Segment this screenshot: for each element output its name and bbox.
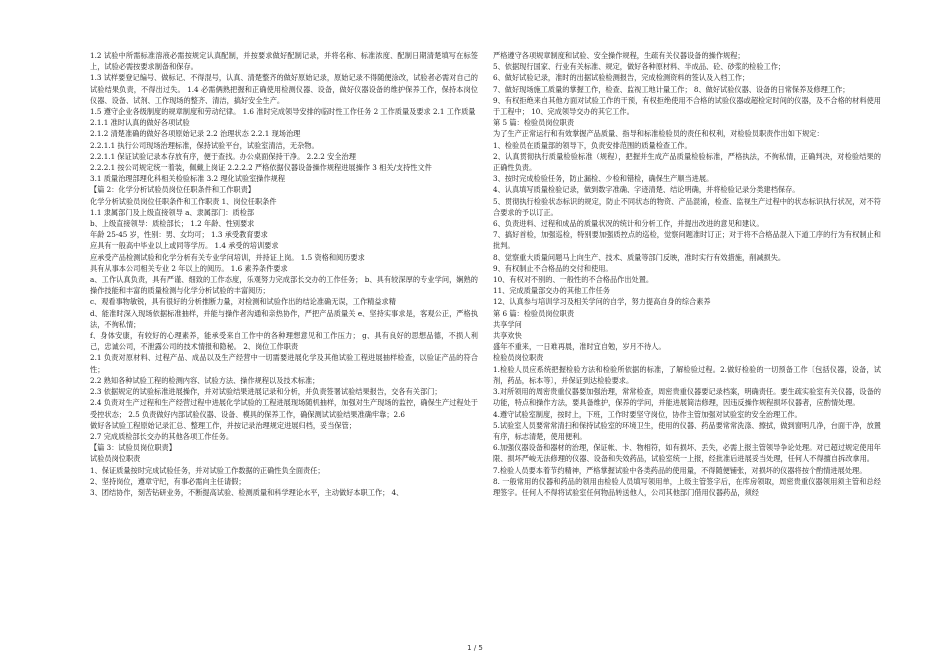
paragraph: 7、做好现场施工质量的掌握工作，检查、监视工地计量工作； 8、做好试验仪器、设备的日常保养及修理工作； — [493, 84, 850, 94]
paragraph: 2.2 熟知各种试验工程的检测内容、试验方法、操作规程以及技术标准； — [90, 375, 320, 385]
paragraph: 为了生产正常运行和有效掌握产品质量、指导和标准检验员的责任和权利，对检验员职责作出如下规定： — [493, 129, 824, 139]
paragraph: 严格遵守各项规章制度和试验、安全操作规程，生疏有关仪器设备的操作规程； — [493, 51, 745, 60]
paragraph: 应承受产品检测试验和化学分析有关专业学问培训，并持证上岗。 1.5 资格和阅历要求 — [90, 252, 365, 262]
paragraph: 4、认真填写质量检验记录，做到数字准确、字迹清楚、结论明确，并将检验记录分类建档保存。 — [493, 185, 800, 195]
paragraph: 3、按时完成检验任务，防止漏检、少检和错检，确保生产顺当进展。 — [493, 174, 714, 184]
paragraph: 2.3 依据规定的试验标准进展操作，并对试验结果进展记录和分析，并负责签署试验结果报告，交各有关部门； — [90, 387, 442, 397]
paragraph: 1.检验人员应系统把握检验方法和检验所依据的标准，了解检验过程。2.做好检验的一切预备工作〔包括仪器，设备，试剂，药品，标本等〕，并保证到达检验要求。 — [493, 364, 881, 385]
paragraph: 共享欢快 — [493, 331, 522, 341]
paragraph: 9、有权制止不合格品的交付和使用。 — [493, 263, 613, 273]
paragraph: 10、有权对不别的、一般性的不合格品作出处置。 — [493, 275, 654, 285]
section-heading: 【篇 3：试验员岗位职责】 — [90, 443, 176, 453]
paragraph: 盛年不重来，一日难再晨，准时宜自勉，岁月不待人。 — [493, 342, 666, 352]
paragraph: 7.检验人员要本着节约精神，严格掌握试验中各类药品的使用量，不得随便铺张，对损坏的仪器将按个酌情进展处理。 — [493, 465, 867, 475]
paragraph: 12、认真参与培训学习及相关学问的自学，努力提高自身的综合素养 — [493, 297, 711, 307]
paragraph: 1.5 遵守企业各级制度的规章制度和劳动纪律。 1.6 准时完成领导安排的临时性工作任务 2 工作质量及要求 2.1 工作质量 — [90, 107, 476, 117]
paragraph: 7、搞好首检，加强巡检，特别要加强质控点的巡检，觉察问题准时订正；对于将不合格品混入下道工序的行为有权制止和批判。 — [493, 230, 881, 251]
paragraph: 2.7 完成质检部长交办的其他各项工作任务。 — [90, 431, 234, 441]
paragraph: 2.2.1.1 执行公司现场治理标准，保持试验平台，试验室清洁，无杂物。 — [90, 140, 319, 150]
paragraph: 化学分析试验员岗位任职条件和工作职责 1、岗位任职条件 — [90, 196, 277, 206]
section-heading: 【篇 2：化学分析试验员岗位任职条件和工作职责】 — [90, 185, 255, 195]
paragraph: 做好各试验工程原始记录汇总、整理工作，并按记录治理规定进展归档，妥当保管； — [90, 420, 356, 430]
paragraph: 2.1 负责对原材料、过程产品、成品以及生产经营中一切需要进展化学及其他试验工程进展抽样检查，以验证产品的符合性； — [90, 353, 478, 374]
paragraph: b、上级直接领导：质检部长； 1.2 年龄、性别要求 — [90, 219, 255, 229]
page-number: 1 / 5 — [467, 644, 483, 652]
section-heading: 第 5 篇：检验员岗位职责 — [493, 118, 575, 128]
paragraph: 8、觉察重大质量问题马上向生产、技术、质量等部门反映，准时实行有效措施，削减损失。 — [493, 252, 786, 262]
paragraph: 6.加强仪器设备和器材的治理，保证帐、卡、物相符，如有损坏、丢失，必需上报主管领导争论处理。对已超过规定使用年限、损坏严峻无法修理的仪器、设备和失效药品，试验室统一上报，经批准后进展妥当处理，任何人不得擅自拆改拿用。 — [493, 443, 881, 464]
paragraph: 4.遵守试验室制度，按时上，下班，工作时要坚守岗位，协作主管加强对试验室的安全治理工作。 — [493, 409, 802, 419]
paragraph: 1、保证质量按时完成试验任务，并对试验工作数据的正确性负全面责任； — [90, 465, 325, 475]
paragraph: 5、贯彻执行检验状态标识的规定，防止不同状态的物资、产品混淆，检查、监视生产过程中的状态标识执行状况，对不符合要求的予以订正。 — [493, 196, 881, 217]
paragraph: 应具有一般高中毕业以上或同等学历。 1.4 承受的培训要求 — [90, 241, 279, 251]
paragraph: 3.1 质量治理部理化科相关检验标准 3.2 理化试验室操作规程 — [90, 174, 286, 184]
paragraph: 11、完成质量部交办的其他工作任务 — [493, 286, 610, 296]
paragraph: 3、团结协作，刻苦钻研业务，不断提高试验、检测质量和科学理论水平，主动做好本职工作； 4、 — [90, 487, 404, 497]
paragraph: 2、认真贯彻执行质量检验标准（规程），把握并生成产品质量检验标准，严格执法，不徇私情，正确判决，对检验结果的正确性负责。 — [493, 151, 881, 173]
paragraph: 8. 一般常用的仪器和药品的领用由检验人员填写领用单，上级主管签字后，在库房领取，周密贵重仪器领用须主管和总经理签字。任何人不得将试验室任何物品转送他人，公司其他部门借用仪器药品，须经 — [493, 476, 881, 497]
paragraph: 检验员岗位职责 — [493, 353, 544, 363]
paragraph: 9、有权拒绝来自其他方面对试验工作的干预，有权拒绝使用不合格的试验仪器或超检定时间的仪器，及不合格的材料使用于工程中； 10、完成领导交办的其它工作。 — [493, 95, 881, 117]
right-text-column — [493, 50, 881, 498]
paragraph: 2、坚持岗位，遵章守纪，有事必需向主任请假； — [90, 476, 246, 486]
paragraph: 试验员岗位职责 — [90, 454, 141, 464]
paragraph: a、工作认真负责，具有严谨、细致的工作态度，乐观努力完成部长交办的工作任务； b、具有较深厚的专业学问，娴熟的操作技能和丰富的质量检测与化学分析试验的丰富阅历； — [90, 275, 478, 296]
paragraph: 1.3 试样要登记编号、做标记、不得混号，认真、清楚整齐的做好原始记录，原始记录不得随便涂改，试验者必需对自己的试验结果负责，不得出过失。 1.4 必需俩熟把握和正确使用检测仪器、设备，做好仪器设备的维护保养工作，保持本岗位仪器、设备、试剂、工作现场的整齐、清洁，搞好安全生产。 — [90, 73, 478, 105]
paragraph: 1、检验员在质量部的领导下，负责安排范围的质量检查工作。 — [493, 140, 692, 150]
paragraph: f、身体安康，有较好的心理素养，能承受来自工作中的各种理想意见和工作压力； g、具有良好的思想品德，不损人利己，忠诚公司，不泄露公司的技术情报和隐秘。 2、岗位工作职责 — [90, 331, 478, 352]
paragraph: 2.4 负责对生产过程和生产经营过程中进展化学试验的工程进展现场随机抽样，加强对生产现场的监控，确保生产过程处于受控状态； 2.5 负责做好内部试验仪器、设备、模具的保养工作，确保测试试验结果准确牢靠；2.6 — [90, 398, 478, 419]
paragraph: 2.2.1.1 保证试验记录本存放有序，便于查找。办公桌面保持干净。 2.2.2 安全治理 — [90, 151, 356, 161]
paragraph: 5.试验室人员要常常清扫和保持试验室的环境卫生，使用的仪器、药品要常常洗涤、擦拭，做到窗明几净，台面干净，放置有序，标志清楚，使用便利。 — [493, 420, 881, 441]
left-text-column — [90, 50, 478, 498]
paragraph: 年龄 25-45 岁，性别：男、女均可； 1.3 承受教育要求 — [90, 230, 268, 240]
paragraph: 6、做好试验记录，准时的出据试验检测报告，完成检测资料的签认及入档工作； — [493, 73, 750, 83]
paragraph: 2.2.2.1 按公司规定统一着装，佩戴上岗证 2.2.2.2 严格依据仪器设备操作规程进展操作 3 相关/支持性文件 — [90, 163, 432, 173]
paragraph: 3.对所领用的周密贵重仪器要加强治理，常常检查，周密贵重仪器要记录档案，明确责任。要生疏实验室有关仪器，设备的功能，特点和操作方法，要具备维护，保养的学问，并能进展简洁修理，因违反操作规程损坏仪器者，应酌情处理。 — [493, 387, 881, 408]
paragraph: 5、依据现行国家、行业有关标准、规定，做好各种原材料、半成品、砼、砂浆的检验工作； — [493, 62, 786, 72]
paragraph: 1.2 试验中所需标准溶液必需按规定认真配制，并按要求做好配制记录，并将名称、标准浓度、配制日期清楚填写在标签上，试验必需按要求制备和保存。 — [90, 51, 478, 72]
paragraph: 2.1.2 清楚准确的做好各项原始记录 2.2 治理状态 2.2.1 现场治理 — [90, 129, 301, 139]
paragraph: 1.1 隶属部门及上级直接领导 a、隶属部门：质检部 — [90, 207, 255, 217]
paragraph: d、能准时深入现场依据标准抽样，并能与操作者沟通和亲热协作，严把产品质量关 e、坚持实事求是，客观公正，严格执法，不徇私情； — [90, 308, 478, 329]
paragraph: 共享学问 — [493, 319, 522, 329]
paragraph: 6、负责进料、过程和成品的质量状况的统计和分析工作，并提出改进的意见和建议。 — [493, 219, 764, 229]
paragraph: c、观看事物敏锐，具有很好的分析推断力量，对检测和试验作出的结论准确无误，工作精益求精 — [90, 297, 396, 307]
paragraph: 2.1.1 准时认真的做好各项试验 — [90, 118, 190, 128]
paragraph: 具有从事本公司相关专业 2 年以上的阅历。 1.6 素养条件要求 — [90, 263, 288, 273]
section-heading: 第 6 篇：检验员岗位职责 — [493, 308, 575, 318]
